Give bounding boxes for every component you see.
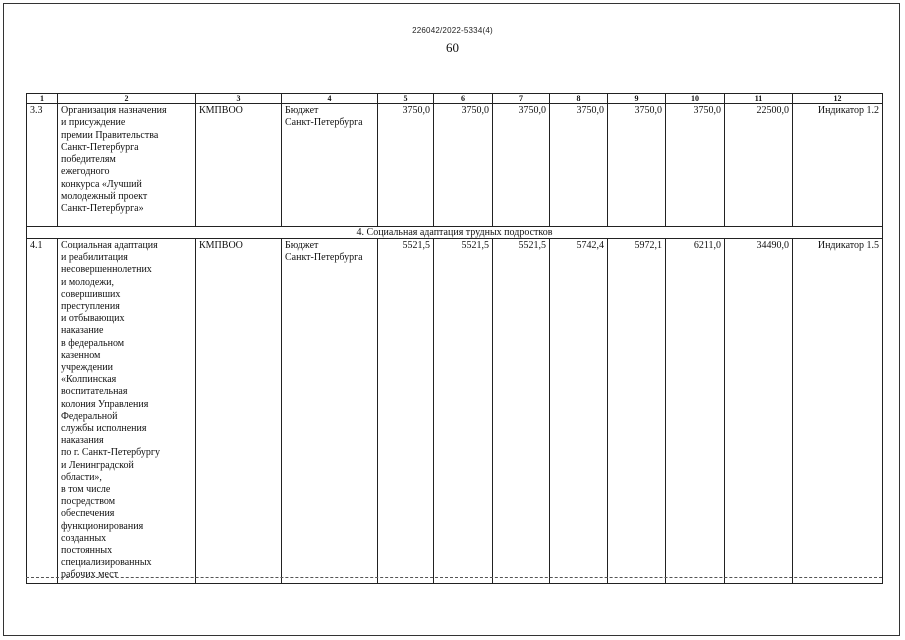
indicator: Индикатор 1.5: [793, 239, 883, 584]
section-title: 4. Социальная адаптация трудных подростков: [27, 227, 883, 239]
column-header: 3: [196, 94, 282, 104]
value-cell: 3750,0: [378, 104, 434, 227]
value-cell: 3750,0: [434, 104, 493, 227]
value-cell: 6211,0: [666, 239, 725, 584]
funding-source: Бюджет Санкт-Петербурга: [282, 239, 378, 584]
column-header: 12: [793, 94, 883, 104]
value-cell: 3750,0: [493, 104, 550, 227]
column-header: 9: [608, 94, 666, 104]
funding-source: Бюджет Санкт-Петербурга: [282, 104, 378, 227]
indicator: Индикатор 1.2: [793, 104, 883, 227]
column-header: 10: [666, 94, 725, 104]
value-cell: 5521,5: [378, 239, 434, 584]
row-number: 3.3: [27, 104, 58, 227]
value-cell: 3750,0: [666, 104, 725, 227]
column-header: 5: [378, 94, 434, 104]
document-id: 226042/2022-5334(4): [412, 26, 493, 35]
column-header: 7: [493, 94, 550, 104]
executor: КМПВОО: [196, 239, 282, 584]
table-row: [27, 104, 883, 227]
activity-name: Организация назначения и присуждение премии Правительства Санкт-Петербурга победителям ежегодного конкурса «Лучший молодежный проект Санкт-Петербурга»: [58, 104, 196, 227]
row-number: 4.1: [27, 239, 58, 584]
executor: КМПВОО: [196, 104, 282, 227]
column-header: 8: [550, 94, 608, 104]
table-continuation-edge: [26, 577, 882, 578]
value-cell: 5521,5: [493, 239, 550, 584]
activity-name: Социальная адаптация и реабилитация несовершеннолетних и молодежи, совершивших преступления и отбывающих наказание в федеральном казенном учреждении «Колпинская воспитательная колония Управления Федеральной службы исполнения наказания по г. Санкт-Петербургу и Ленинградской области», в том числе посредством обеспечения функционирования созданных постоянных специализированных рабочих мест: [58, 239, 196, 584]
value-cell: 5742,4: [550, 239, 608, 584]
budget-table: [26, 93, 883, 584]
value-cell: 5972,1: [608, 239, 666, 584]
section-row: [27, 227, 883, 239]
total-cell: 34490,0: [725, 239, 793, 584]
table-row: [27, 239, 883, 584]
value-cell: 5521,5: [434, 239, 493, 584]
column-header: 1: [27, 94, 58, 104]
column-header: 11: [725, 94, 793, 104]
total-cell: 22500,0: [725, 104, 793, 227]
page-number: 60: [446, 40, 459, 55]
column-number-row: [27, 94, 883, 104]
column-header: 6: [434, 94, 493, 104]
column-header: 4: [282, 94, 378, 104]
value-cell: 3750,0: [550, 104, 608, 227]
value-cell: 3750,0: [608, 104, 666, 227]
column-header: 2: [58, 94, 196, 104]
